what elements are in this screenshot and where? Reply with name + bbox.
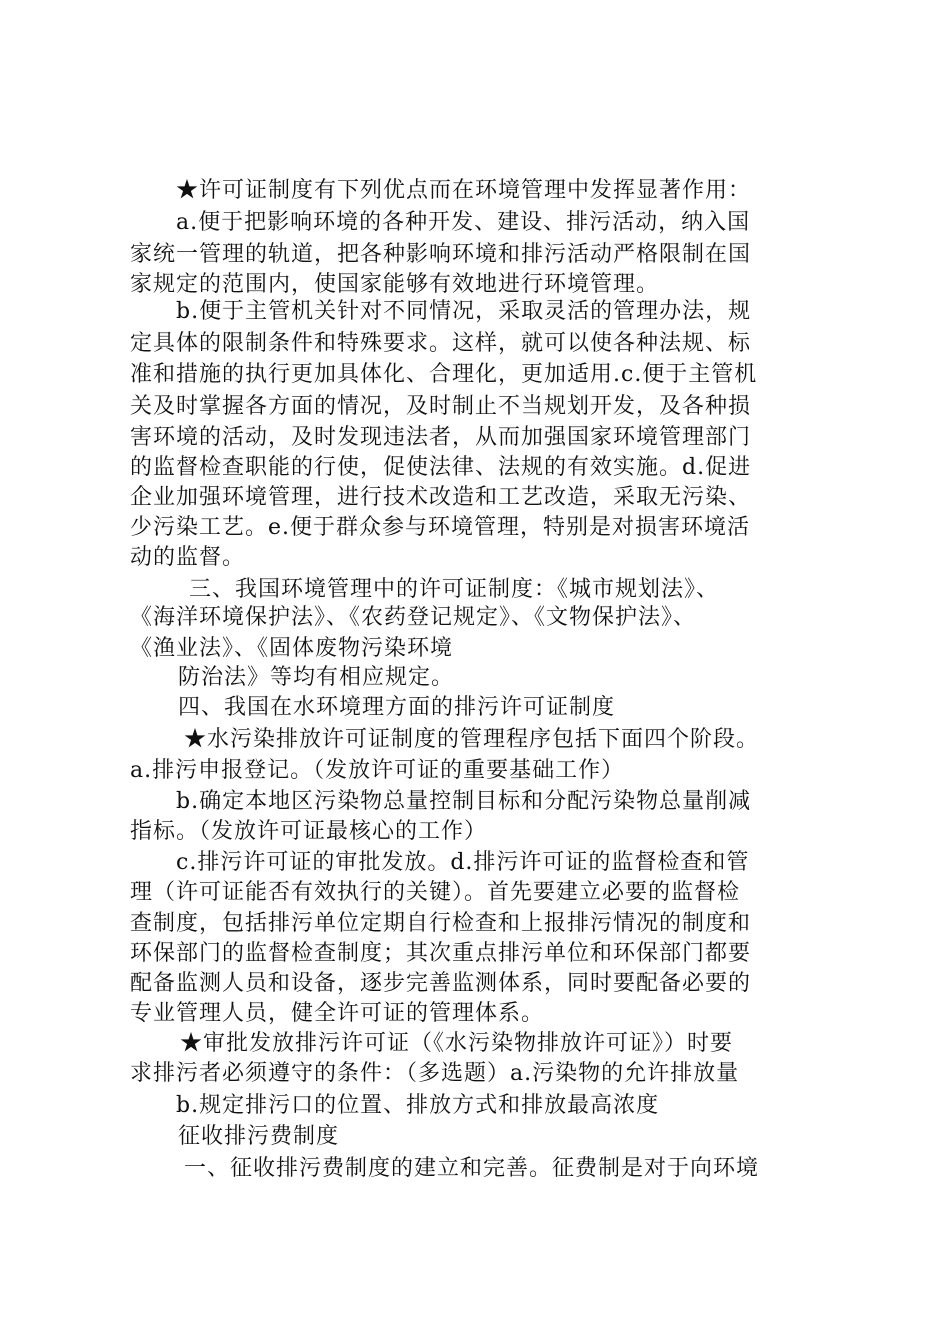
text-line: 防治法》等均有相应规定。 xyxy=(178,665,455,690)
text-line: b.确定本地区污染物总量控制目标和分配污染物总量削减 xyxy=(176,789,752,814)
text-line: 关及时掌握各方面的情况，及时制止不当规划开发，及各种损 xyxy=(130,394,752,419)
text-line: 《渔业法》、《固体废物污染环境 xyxy=(130,636,454,661)
text-line: 理（许可证能否有效执行的关键）。首先要建立必要的监督检 xyxy=(130,880,741,905)
text-line: 的监督检查职能的行使，促使法律、法规的有效实施。d.促进 xyxy=(130,455,752,480)
text-line: ★许可证制度有下列优点而在环境管理中发挥显著作用： xyxy=(176,178,752,203)
text-line: 《海洋环境保护法》、《农药登记规定》、《文物保护法》、 xyxy=(130,605,697,630)
text-line: b.便于主管机关针对不同情况，采取灵活的管理办法，规 xyxy=(176,299,752,324)
text-line: 配备监测人员和设备，逐步完善监测体系，同时要配备必要的 xyxy=(130,971,752,996)
text-line: a.排污申报登记。（发放许可证的重要基础工作） xyxy=(130,758,625,783)
text-line: 查制度，包括排污单位定期自行检查和上报排污情况的制度和 xyxy=(130,911,752,936)
text-line: 一、征收排污费制度的建立和完善。征费制是对于向环境 xyxy=(184,1156,760,1181)
text-line: 专业管理人员，健全许可证的管理体系。 xyxy=(130,1001,545,1026)
text-line: ★审批发放排污许可证（《水污染物排放许可证》）时要 xyxy=(180,1031,734,1056)
text-line: 动的监督。 xyxy=(130,545,246,570)
text-line: 求排污者必须遵守的条件：（多选题）a.污染物的允许排放量 xyxy=(130,1061,740,1086)
text-line: 家统一管理的轨道，把各种影响环境和排污活动严格限制在国 xyxy=(130,242,752,267)
text-line: b.规定排污口的位置、排放方式和排放最高浓度 xyxy=(176,1093,660,1118)
text-line: c.排污许可证的审批发放。d.排污许可证的监督检查和管 xyxy=(176,850,750,875)
text-line: 四、我国在水环境理方面的排污许可证制度 xyxy=(178,695,616,720)
text-line: 指标。（发放许可证最核心的工作） xyxy=(130,819,488,844)
text-line: 三、我国环境管理中的许可证制度：《城市规划法》、 xyxy=(189,577,720,602)
text-line: 准和措施的执行更加具体化、合理化，更加适用.c.便于主管机 xyxy=(130,362,758,387)
text-line: a.便于把影响环境的各种开发、建设、排污活动，纳入国 xyxy=(176,210,751,235)
text-line: 环保部门的监督检查制度；其次重点排污单位和环保部门都要 xyxy=(130,941,752,966)
text-line: 少污染工艺。e.便于群众参与环境管理，特别是对损害环境活 xyxy=(130,515,751,540)
text-line: ★水污染排放许可证制度的管理程序包括下面四个阶段。 xyxy=(184,727,760,752)
text-line: 企业加强环境管理，进行技术改造和工艺改造，采取无污染、 xyxy=(130,485,752,510)
text-line: 征收排污费制度 xyxy=(178,1124,340,1149)
text-line: 害环境的活动，及时发现违法者，从而加强国家环境管理部门 xyxy=(130,425,752,450)
text-line: 定具体的限制条件和特殊要求。这样，就可以使各种法规、标 xyxy=(130,331,752,356)
text-line: 家规定的范围内，使国家能够有效地进行环境管理。 xyxy=(130,272,660,297)
